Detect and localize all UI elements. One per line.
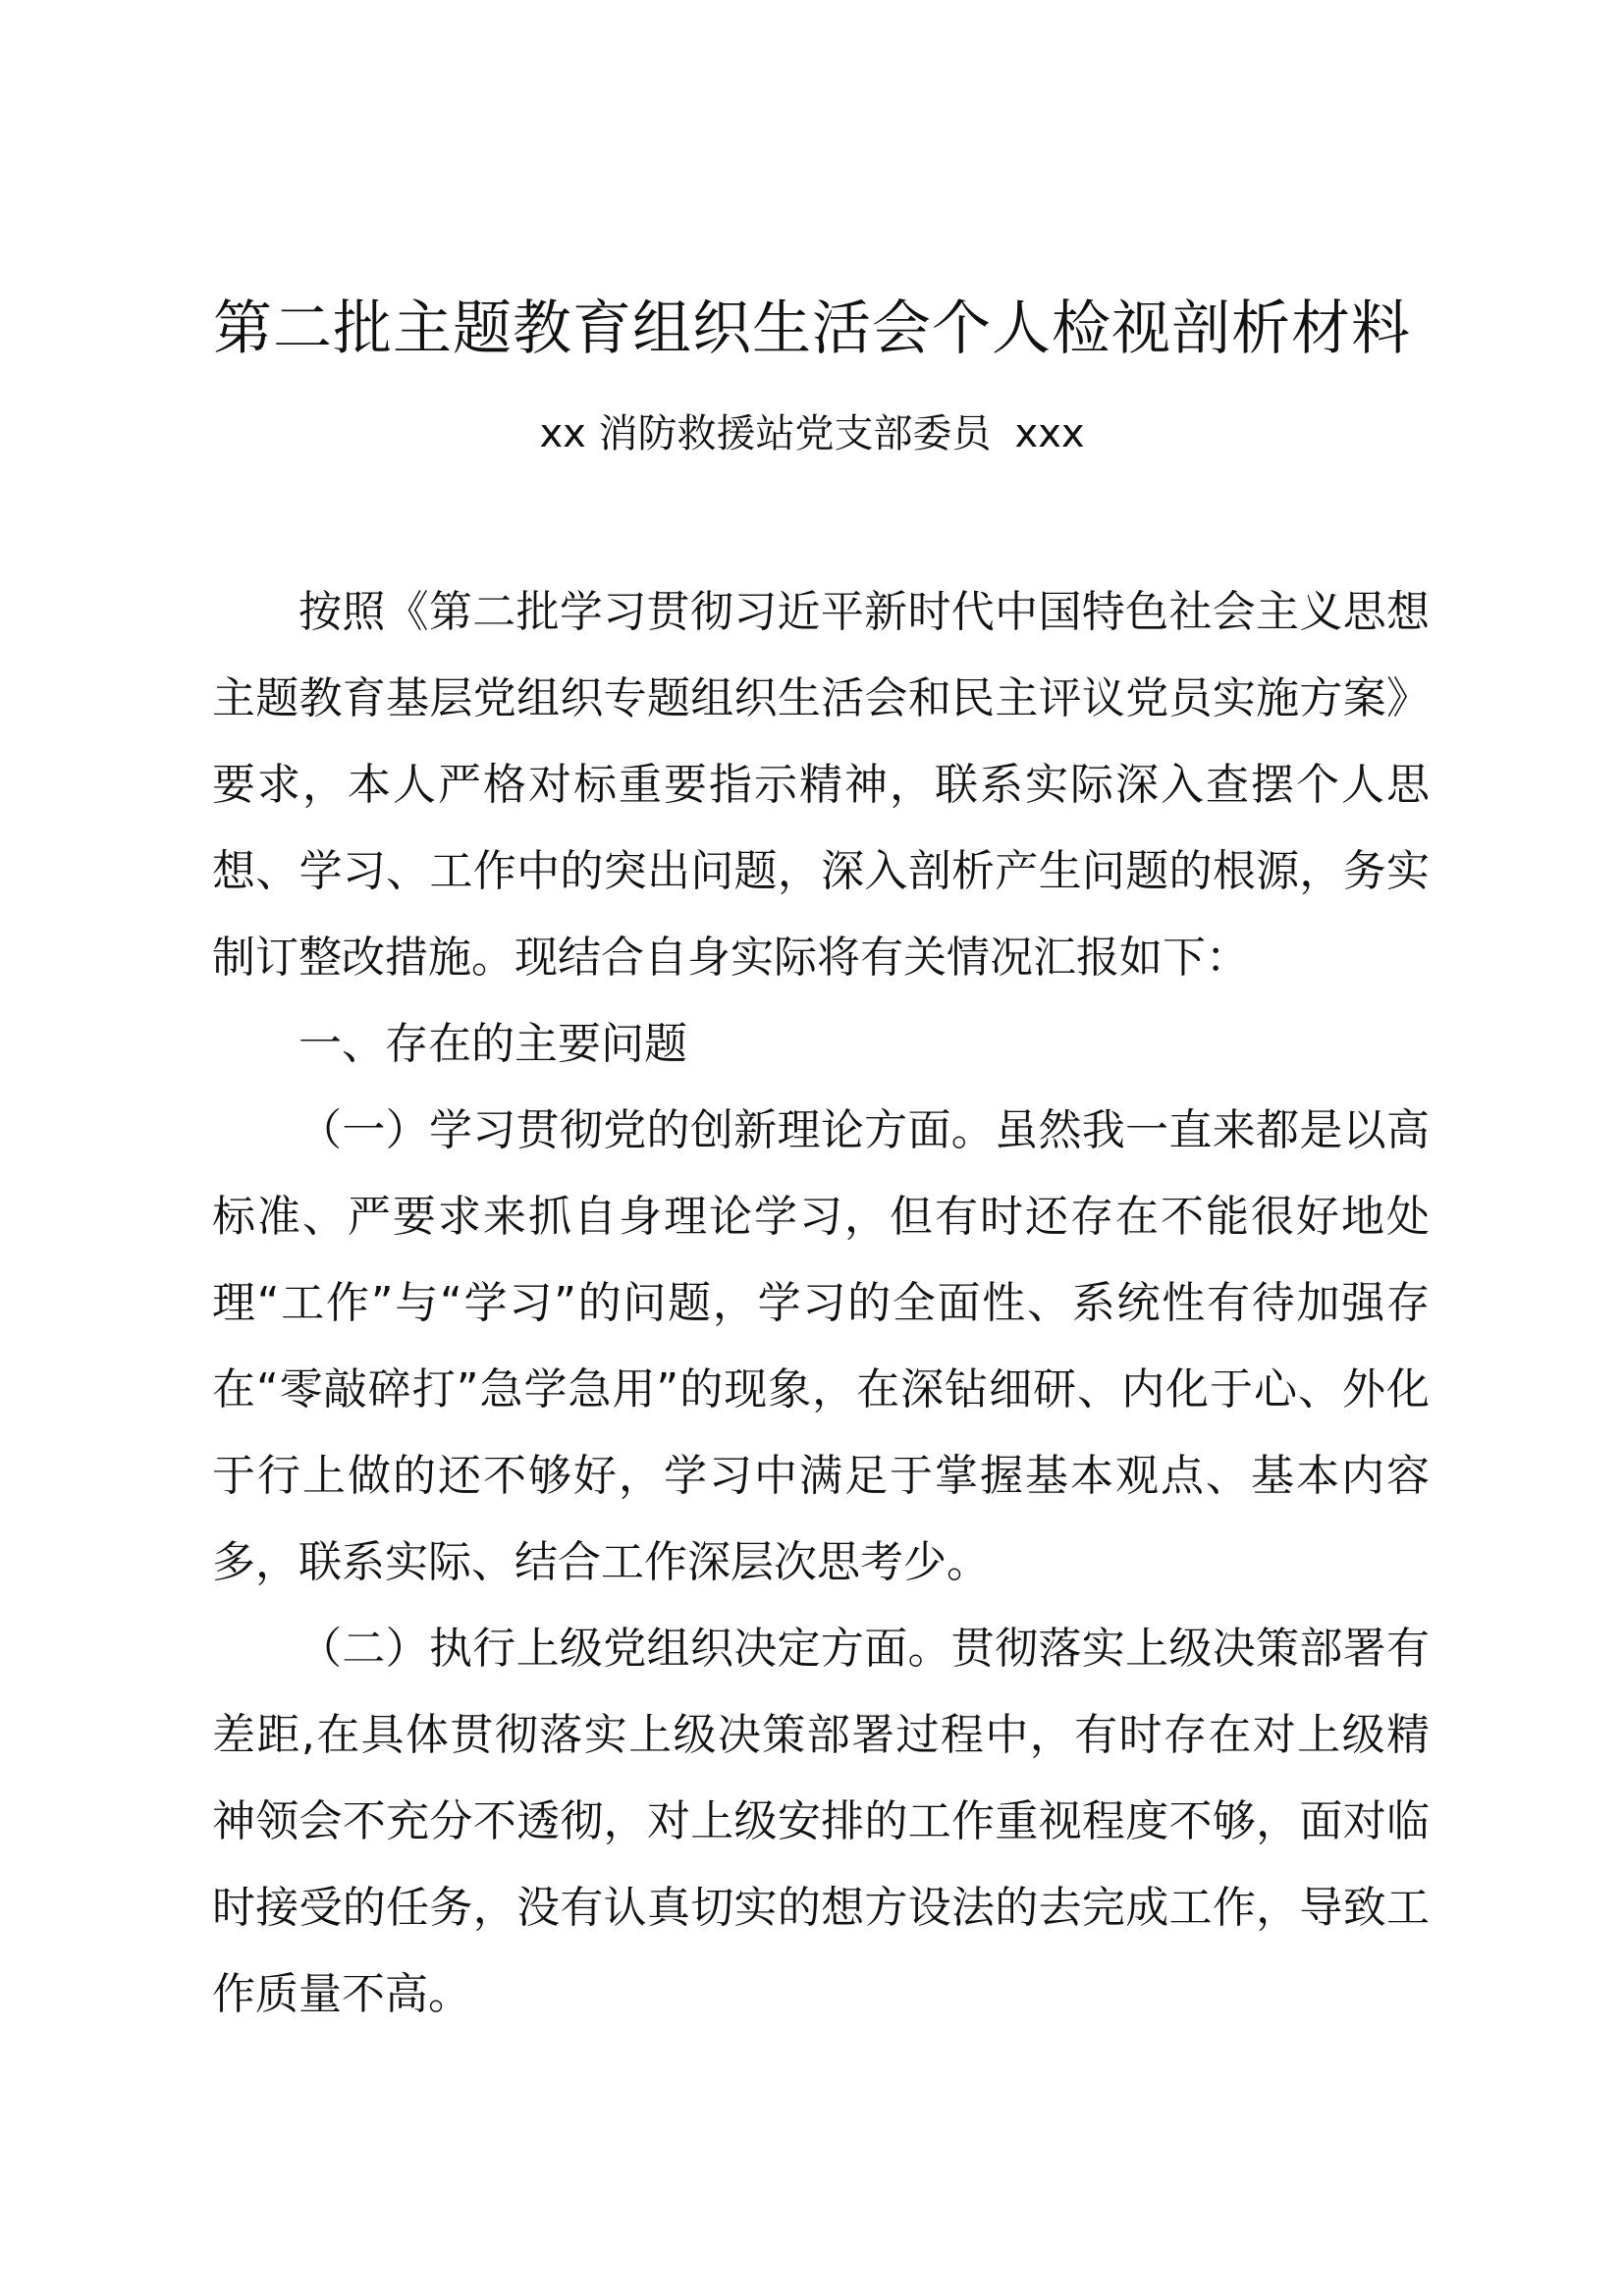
- author-unit: xx 消防救援站党支部委员: [539, 411, 992, 456]
- author-line: [147, 404, 1477, 463]
- document-body: [212, 569, 1430, 2038]
- problem-paragraph-1: （一）学习贯彻党的创新理论方面。虽然我一直来都是以高标准、严要求来抓自身理论学习，但有时还存在不能很好地处理“工作”与“学习”的问题，学习的全面性、系统性有待加强存在“零敲碎打”急学急用”的现象，在深钻细研、内化于心、外化于行上做的还不够好，学习中满足于掌握基本观点、基本内容多，联系实际、结合工作深层次思考少。: [212, 1105, 1430, 1587]
- section-heading: 一、存在的主要问题: [298, 1019, 687, 1069]
- problem-paragraph-2: （二）执行上级党组织决定方面。贯彻落实上级决策部署有差距,在具体贯彻落实上级决策部署过程中，有时存在对上级精神领会不充分不透彻，对上级安排的工作重视程度不够，面对临时接受的任务，没有认真切实的想方设法的去完成工作，导致工作质量不高。: [212, 1624, 1430, 2019]
- intro-paragraph: 按照《第二批学习贯彻习近平新时代中国特色社会主义思想主题教育基层党组织专题组织生活会和民主评议党员实施方案》要求，本人严格对标重要指示精神，联系实际深入查摆个人思想、学习、工作中的突出问题，深入剖析产生问题的根源，务实制订整改措施。现结合自身实际将有关情况汇报如下：: [212, 587, 1430, 983]
- document-title: 第二批主题教育组织生活会个人检视剖析材料: [213, 294, 1411, 363]
- author-name: xxx: [1014, 411, 1085, 456]
